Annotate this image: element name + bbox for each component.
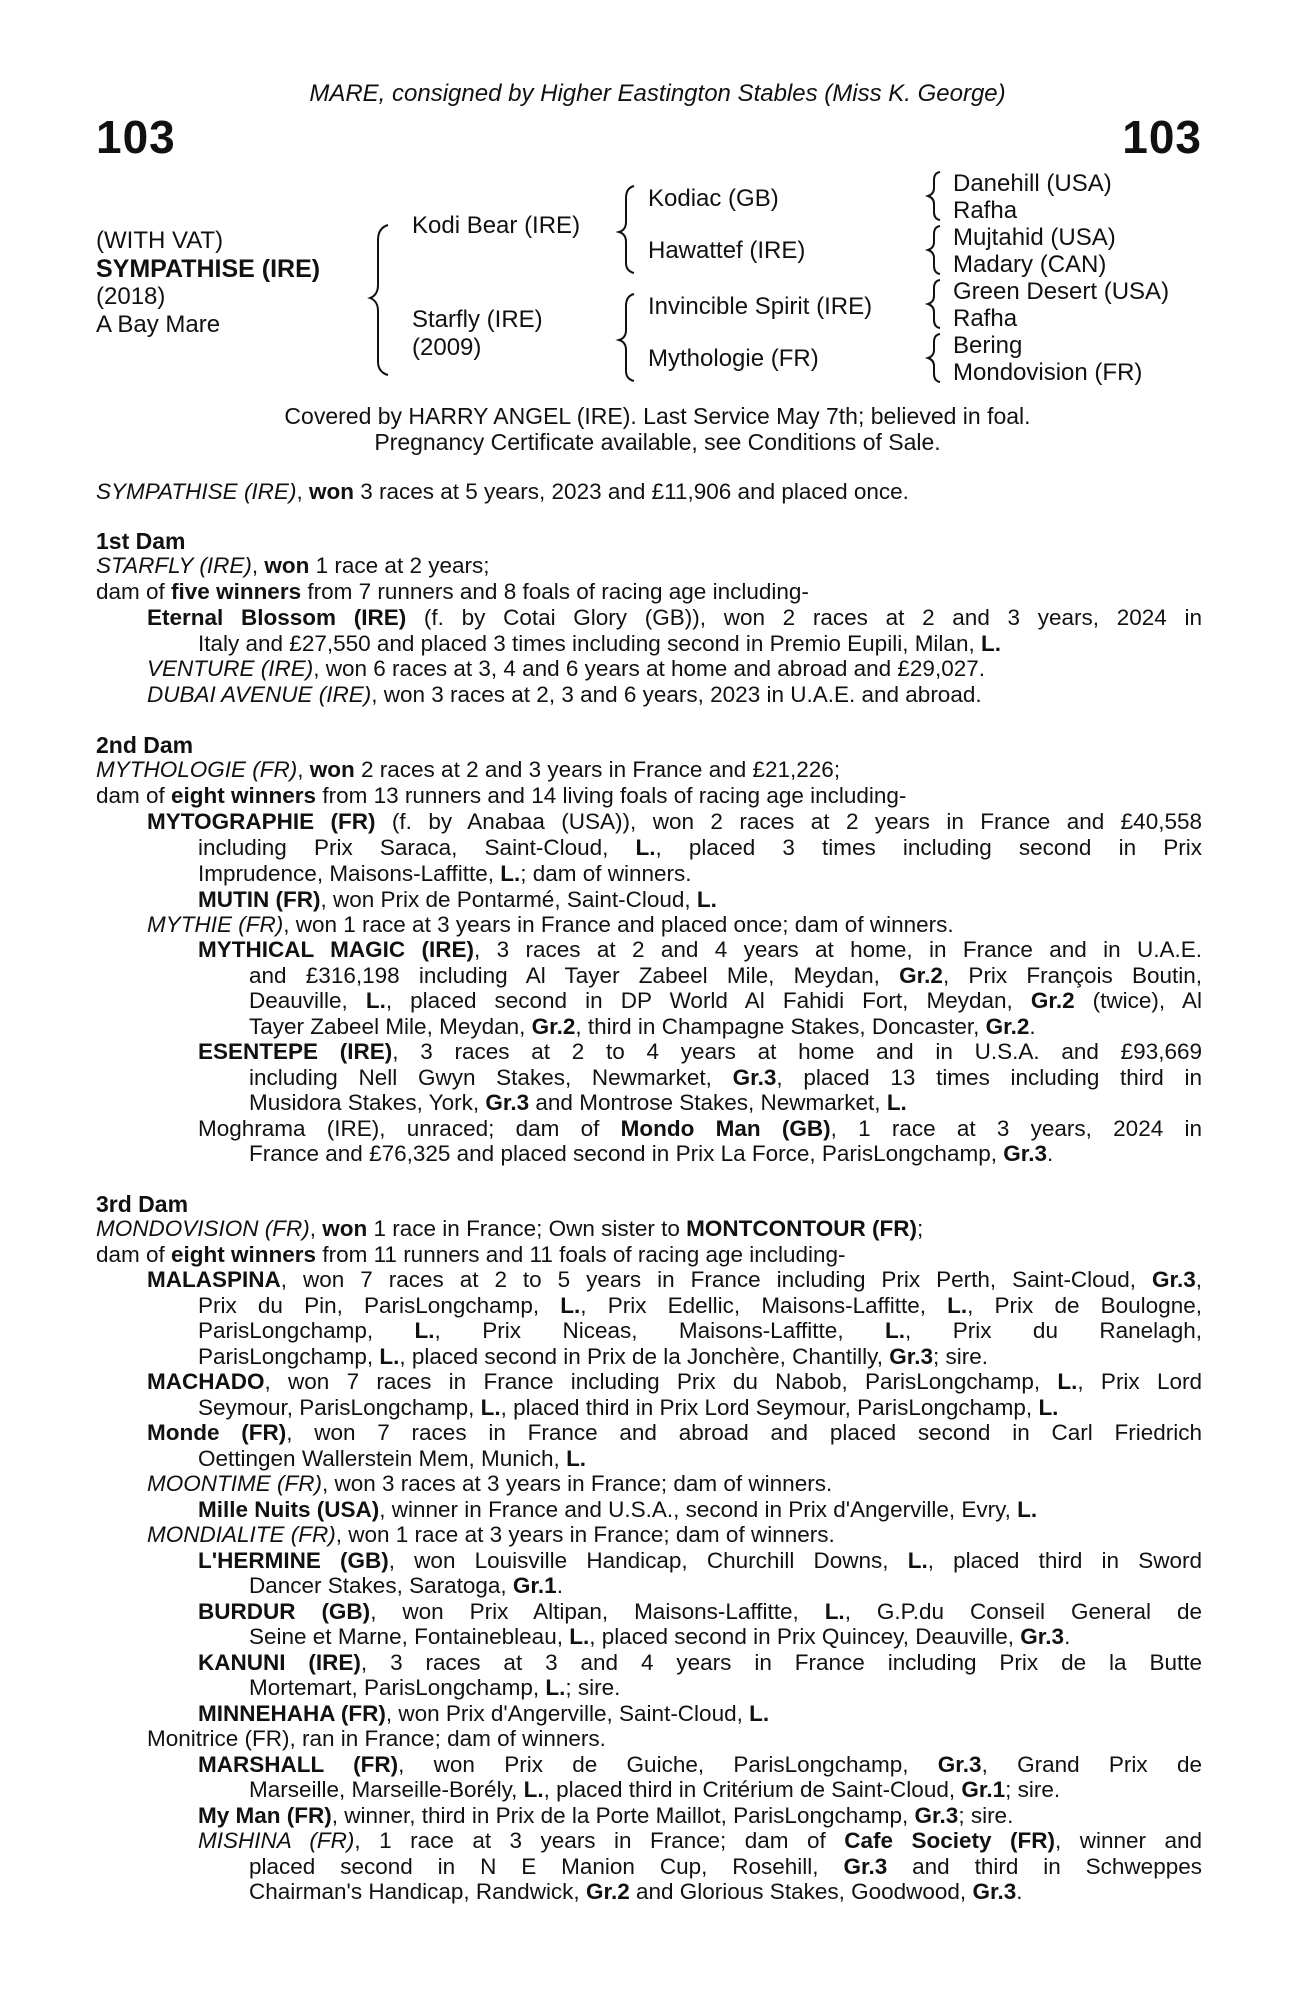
bold: Gr.3	[1003, 1141, 1047, 1166]
text: , placed third in Prix Lord Seymour, ParisLongchamp,	[500, 1395, 1039, 1420]
bold: Gr.2	[531, 1014, 576, 1039]
line-38	[198, 1599, 1202, 1625]
text: 2 races at 2 and 3 years in France and £21,226;	[354, 757, 841, 782]
g3-5: Green Desert (USA)	[953, 278, 1170, 305]
bold: L.	[886, 1090, 907, 1115]
bold: L'HERMINE (GB)	[198, 1548, 389, 1573]
line-39	[249, 1624, 1070, 1650]
bold: Gr.3	[485, 1090, 530, 1115]
line-44	[198, 1752, 1202, 1778]
bold: L.	[696, 887, 717, 912]
text: including Nell Gwyn Stakes, Newmarket,	[249, 1065, 733, 1090]
bold: eight winners	[171, 783, 317, 808]
text: placed second in N E Manion Cup, Rosehill,	[249, 1854, 844, 1879]
brace-g3-4	[928, 334, 940, 382]
text: , winner and	[1054, 1828, 1202, 1853]
grandsire-4: Mythologie (FR)	[648, 345, 819, 372]
line-8	[96, 783, 906, 809]
text: , placed 13 times including third in	[776, 1065, 1202, 1090]
bold: L.	[545, 1675, 566, 1700]
text: , winner, third in Prix de la Porte Maillot, ParisLongchamp,	[331, 1803, 915, 1828]
line-30	[198, 1395, 1058, 1421]
brace-sire-line	[619, 186, 634, 273]
bold: Gr.3	[1020, 1624, 1065, 1649]
bold: L.	[523, 1777, 544, 1802]
line-49	[249, 1879, 1022, 1905]
bold: MARSHALL (FR)	[198, 1752, 399, 1777]
line-46	[198, 1803, 1013, 1829]
name: DUBAI AVENUE (IRE)	[147, 682, 372, 707]
bold: MINNEHAHA (FR)	[198, 1701, 386, 1726]
line-26	[198, 1293, 1202, 1319]
text: , placed second in Prix Quincey, Deauville,	[589, 1624, 1021, 1649]
text: (f. by Cotai Glory (GB)), won 2 races at 2 and 3 years, 2024 in	[406, 605, 1202, 630]
dam-year: (2009)	[412, 334, 482, 361]
line-33	[147, 1471, 832, 1497]
text: , won Prix de Guiche, ParisLongchamp,	[398, 1752, 938, 1777]
text: , 3 races at 3 and 4 years in France including Prix de la Butte	[360, 1650, 1202, 1675]
text: , won Prix d'Angerville, Saint-Cloud,	[385, 1701, 750, 1726]
text: , placed 3 times including second in Prix	[655, 835, 1202, 860]
text: , Prix du Ranelagh,	[905, 1318, 1202, 1343]
bold: L.	[1038, 1395, 1059, 1420]
text: , third in Champagne Stakes, Doncaster,	[575, 1014, 986, 1039]
text: , won 1 race at 3 years in France and placed once; dam of winners.	[283, 912, 954, 937]
bold: L.	[379, 1344, 400, 1369]
text: , placed second in Prix de la Jonchère, Chantilly,	[399, 1344, 890, 1369]
line-19	[249, 1065, 1202, 1091]
name: MYTHOLOGIE (FR)	[96, 757, 298, 782]
line-1	[96, 553, 489, 579]
text: , won Louisville Handicap, Churchill Downs,	[388, 1548, 908, 1573]
bold: L.	[749, 1701, 770, 1726]
grandsire-1: Kodiac (GB)	[648, 185, 779, 212]
text: Mortemart, ParisLongchamp,	[249, 1675, 546, 1700]
horse-description: A Bay Mare	[96, 311, 221, 338]
line-28	[198, 1344, 988, 1370]
line-16	[249, 988, 1202, 1014]
text: , won 7 races in France including Prix du Nabob, ParisLongchamp,	[264, 1369, 1058, 1394]
vat-note: (WITH VAT)	[96, 227, 224, 254]
bold: L.	[885, 1318, 906, 1343]
line-34	[198, 1497, 1037, 1523]
line-29	[147, 1369, 1202, 1395]
bold: won	[264, 553, 310, 578]
text: Moghrama (IRE), unraced; dam of	[198, 1116, 621, 1141]
text: dam of	[96, 1242, 172, 1267]
horse-year: (2018)	[96, 283, 166, 310]
pedigree-braces	[0, 0, 1315, 400]
g3-1: Danehill (USA)	[953, 170, 1112, 197]
text: ParisLongchamp,	[198, 1344, 380, 1369]
line-12	[198, 887, 717, 913]
text: , won Prix Altipan, Maisons-Laffitte,	[370, 1599, 825, 1624]
bold: L.	[947, 1293, 968, 1318]
text: .	[1016, 1879, 1023, 1904]
line-13	[147, 912, 954, 938]
line-48	[249, 1854, 1202, 1880]
line-6	[147, 682, 982, 708]
text: Seine et Marne, Fontainebleau,	[249, 1624, 570, 1649]
text: and £316,198 including Al Tayer Zabeel Mile, Meydan,	[249, 963, 900, 988]
text: Prix du Pin, ParisLongchamp,	[198, 1293, 561, 1318]
text: , won Prix de Pontarmé, Saint-Cloud,	[320, 887, 697, 912]
won-bold: won	[308, 479, 354, 504]
text: , 1 race at 3 years, 2024 in	[830, 1116, 1202, 1141]
line-41	[249, 1675, 620, 1701]
bold: Mondo Man (GB)	[620, 1116, 831, 1141]
text: ,	[251, 553, 265, 578]
line-22	[249, 1141, 1053, 1167]
text: .	[1047, 1141, 1054, 1166]
text: , 3 races at 2 to 4 years at home and in U.S.A. and £93,669	[392, 1039, 1203, 1064]
bold: L.	[414, 1318, 435, 1343]
bold: Gr.3	[732, 1065, 777, 1090]
brace-g3-2	[928, 226, 940, 274]
grandsire-3: Invincible Spirit (IRE)	[648, 293, 873, 320]
text: France and £76,325 and placed second in Prix La Force, ParisLongchamp,	[249, 1141, 1004, 1166]
text: dam of	[96, 783, 172, 808]
bold: Gr.3	[1151, 1267, 1196, 1292]
bold: ESENTEPE (IRE)	[198, 1039, 393, 1064]
text: (f. by Anabaa (USA)), won 2 races at 2 years in France and £40,558	[375, 809, 1202, 834]
line-4	[198, 631, 1001, 657]
text: ParisLongchamp,	[198, 1318, 415, 1343]
text: Dancer Stakes, Saratoga,	[249, 1573, 513, 1598]
text: 1 race in France; Own sister to	[367, 1216, 687, 1241]
summary-line	[96, 479, 909, 505]
consignment-header: MARE, consigned by Higher Eastington Stables (Miss K. George)	[309, 80, 1006, 107]
bold: L.	[566, 1446, 587, 1471]
bold: Gr.1	[961, 1777, 1006, 1802]
text: , won 7 races at 2 to 5 years in France including Prix Perth, Saint-Cloud,	[280, 1267, 1152, 1292]
text: , 1 race at 3 years in France; dam of	[354, 1828, 845, 1853]
text: Musidora Stakes, York,	[249, 1090, 486, 1115]
horse-name: SYMPATHISE (IRE)	[96, 255, 321, 283]
text: , won 3 races at 2, 3 and 6 years, 2023 in U.A.E. and abroad.	[371, 682, 982, 707]
bold: MYTHICAL MAGIC (IRE)	[198, 937, 475, 962]
text: Seymour, ParisLongchamp,	[198, 1395, 481, 1420]
line-5	[147, 656, 985, 682]
text: Italy and £27,550 and placed 3 times including second in Premio Eupili, Milan,	[198, 631, 981, 656]
lot-number-right: 103	[1122, 111, 1202, 163]
grandsire-2: Hawattef (IRE)	[648, 237, 806, 264]
line-17	[249, 1014, 1036, 1040]
bold: MONTCONTOUR (FR)	[686, 1216, 917, 1241]
text: , placed second in DP World Al Fahidi Fort, Meydan,	[385, 988, 1031, 1013]
text: Oettingen Wallerstein Mem, Munich,	[198, 1446, 567, 1471]
text: ; sire.	[565, 1675, 621, 1700]
line-9	[147, 809, 1202, 835]
line-21	[198, 1116, 1202, 1142]
name: MOONTIME (FR)	[147, 1471, 322, 1496]
text: , Prix François Boutin,	[942, 963, 1203, 988]
line-31	[147, 1420, 1202, 1446]
text: , won 6 races at 3, 4 and 6 years at home and abroad and £29,027.	[313, 656, 985, 681]
bold: Cafe Society (FR)	[844, 1828, 1055, 1853]
bold: Gr.2	[899, 963, 943, 988]
line-37	[249, 1573, 563, 1599]
line-40	[198, 1650, 1202, 1676]
bold: L.	[560, 1293, 581, 1318]
name: MONDIALITE (FR)	[147, 1522, 336, 1547]
bold: Gr.2	[585, 1879, 630, 1904]
text: , placed third in Critérium de Saint-Cloud,	[543, 1777, 962, 1802]
text: , Grand Prix de	[981, 1752, 1202, 1777]
text: Deauville,	[249, 988, 366, 1013]
text: from 7 runners and 8 foals of racing age including-	[301, 579, 809, 604]
g3-8: Mondovision (FR)	[953, 359, 1143, 386]
text: ,	[1195, 1267, 1202, 1292]
section-3rd-dam: 3rd Dam	[96, 1191, 189, 1217]
text: , won 1 race at 3 years in France; dam of winners.	[335, 1522, 835, 1547]
bold: Gr.3	[972, 1879, 1017, 1904]
bold: won	[309, 757, 355, 782]
bold: Gr.3	[889, 1344, 933, 1369]
line-15	[249, 963, 1202, 989]
text: from 11 runners and 11 foals of racing age including-	[316, 1242, 846, 1267]
text: ,	[297, 757, 310, 782]
text: ; sire.	[933, 1344, 989, 1369]
line-7	[96, 757, 840, 783]
line-35	[147, 1522, 835, 1548]
line-10	[198, 835, 1202, 861]
text: , placed third in Sword	[927, 1548, 1202, 1573]
text: Imprudence, Maisons-Laffitte,	[198, 861, 501, 886]
bold: BURDUR (GB)	[198, 1599, 371, 1624]
text: ; dam of winners.	[520, 861, 692, 886]
text: , Prix Edellic, Maisons-Laffitte,	[580, 1293, 948, 1318]
bold: Gr.3	[914, 1803, 959, 1828]
bold: L.	[824, 1599, 845, 1624]
bold: My Man (FR)	[198, 1803, 332, 1828]
text: ;	[916, 1216, 924, 1241]
g3-2: Rafha	[953, 197, 1018, 224]
line-32	[198, 1446, 586, 1472]
text: and Montrose Stakes, Newmarket,	[529, 1090, 887, 1115]
brace-dam-line	[619, 294, 634, 381]
text: 3 races at 5 years, 2023 and £11,906 and placed once.	[353, 479, 909, 504]
text: from 13 runners and 14 living foals of racing age including-	[316, 783, 907, 808]
bold: L.	[480, 1395, 501, 1420]
bold: Gr.3	[843, 1854, 888, 1879]
bold: eight winners	[171, 1242, 317, 1267]
text: .	[1064, 1624, 1071, 1649]
text: .	[1029, 1014, 1036, 1039]
name: STARFLY (IRE)	[96, 553, 252, 578]
bold: Gr.2	[1030, 988, 1075, 1013]
bold: Gr.2	[985, 1014, 1030, 1039]
line-2	[96, 579, 809, 605]
g3-3: Mujtahid (USA)	[953, 224, 1116, 251]
line-24	[96, 1242, 846, 1268]
bold: KANUNI (IRE)	[198, 1650, 361, 1675]
brace-g3-1	[928, 172, 940, 220]
line-25	[147, 1267, 1202, 1293]
text: , Prix Niceas, Maisons-Laffitte,	[434, 1318, 886, 1343]
bold: L.	[569, 1624, 590, 1649]
bold: MACHADO	[147, 1369, 265, 1394]
text: (twice), Al	[1074, 988, 1202, 1013]
text: , won 3 races at 3 years in France; dam of winners.	[321, 1471, 833, 1496]
bold: Eternal Blossom (IRE)	[147, 605, 407, 630]
text: dam of	[96, 579, 172, 604]
text: Chairman's Handicap, Randwick,	[249, 1879, 586, 1904]
bold: MALASPINA	[147, 1267, 281, 1292]
covering-note-1: Covered by HARRY ANGEL (IRE). Last Service May 7th; believed in foal.	[284, 403, 1031, 429]
bold: Gr.3	[937, 1752, 982, 1777]
bold: L.	[1057, 1369, 1078, 1394]
bold: won	[322, 1216, 368, 1241]
line-20	[249, 1090, 907, 1116]
bold: L.	[500, 861, 521, 886]
line-43	[147, 1726, 606, 1752]
text: Tayer Zabeel Mile, Meydan,	[249, 1014, 532, 1039]
name: MISHINA (FR)	[198, 1828, 355, 1853]
bold: five winners	[171, 579, 302, 604]
line-23	[96, 1216, 923, 1242]
text: , Prix de Boulogne,	[967, 1293, 1202, 1318]
horse-name-italic: SYMPATHISE (IRE)	[96, 479, 297, 504]
covering-note-2: Pregnancy Certificate available, see Conditions of Sale.	[374, 429, 941, 455]
text: , Prix Lord	[1077, 1369, 1202, 1394]
lot-number-left: 103	[96, 111, 176, 163]
text: Monitrice (FR), ran in France; dam of winners.	[147, 1726, 606, 1751]
text: , G.P.du Conseil General de	[844, 1599, 1202, 1624]
bold: Mille Nuits (USA)	[198, 1497, 380, 1522]
text: 1 race at 2 years;	[309, 553, 490, 578]
bold: L.	[365, 988, 386, 1013]
bold: Gr.1	[512, 1573, 557, 1598]
brace-parents	[370, 225, 388, 375]
line-42	[198, 1701, 769, 1727]
text: ; sire.	[1005, 1777, 1061, 1802]
g3-7: Bering	[953, 332, 1023, 359]
text: ,	[309, 1216, 323, 1241]
bold: MYTOGRAPHIE (FR)	[147, 809, 376, 834]
g3-4: Madary (CAN)	[953, 251, 1107, 278]
text: and third in Schweppes	[887, 1854, 1202, 1879]
sire-name: Kodi Bear (IRE)	[412, 212, 581, 239]
text: ,	[296, 479, 309, 504]
bold: MUTIN (FR)	[198, 887, 321, 912]
g3-6: Rafha	[953, 305, 1018, 332]
name: VENTURE (IRE)	[147, 656, 314, 681]
line-47	[198, 1828, 1202, 1854]
text: and Glorious Stakes, Goodwood,	[629, 1879, 973, 1904]
section-1st-dam: 1st Dam	[96, 528, 186, 554]
text: , won 7 races in France and abroad and placed second in Carl Friedrich	[286, 1420, 1202, 1445]
bold: L.	[980, 631, 1001, 656]
line-45	[249, 1777, 1060, 1803]
text: , 3 races at 2 and 4 years at home, in France and in U.A.E.	[474, 937, 1202, 962]
line-3	[147, 605, 1202, 631]
bold: L.	[1017, 1497, 1038, 1522]
brace-g3-3	[928, 280, 940, 328]
bold: L.	[635, 835, 656, 860]
text: ; sire.	[958, 1803, 1014, 1828]
bold: Monde (FR)	[147, 1420, 287, 1445]
text: Marseille, Marseille-Borély,	[249, 1777, 524, 1802]
text: including Prix Saraca, Saint-Cloud,	[198, 835, 636, 860]
line-36	[198, 1548, 1202, 1574]
bold: L.	[907, 1548, 928, 1573]
line-14	[198, 937, 1202, 963]
line-18	[198, 1039, 1202, 1065]
text: .	[556, 1573, 563, 1598]
name: MYTHIE (FR)	[147, 912, 284, 937]
line-11	[198, 861, 692, 887]
dam-name: Starfly (IRE)	[412, 306, 543, 333]
text: , winner in France and U.S.A., second in Prix d'Angerville, Evry,	[379, 1497, 1018, 1522]
section-2nd-dam: 2nd Dam	[96, 732, 194, 758]
line-27	[198, 1318, 1202, 1344]
name: MONDOVISION (FR)	[96, 1216, 310, 1241]
